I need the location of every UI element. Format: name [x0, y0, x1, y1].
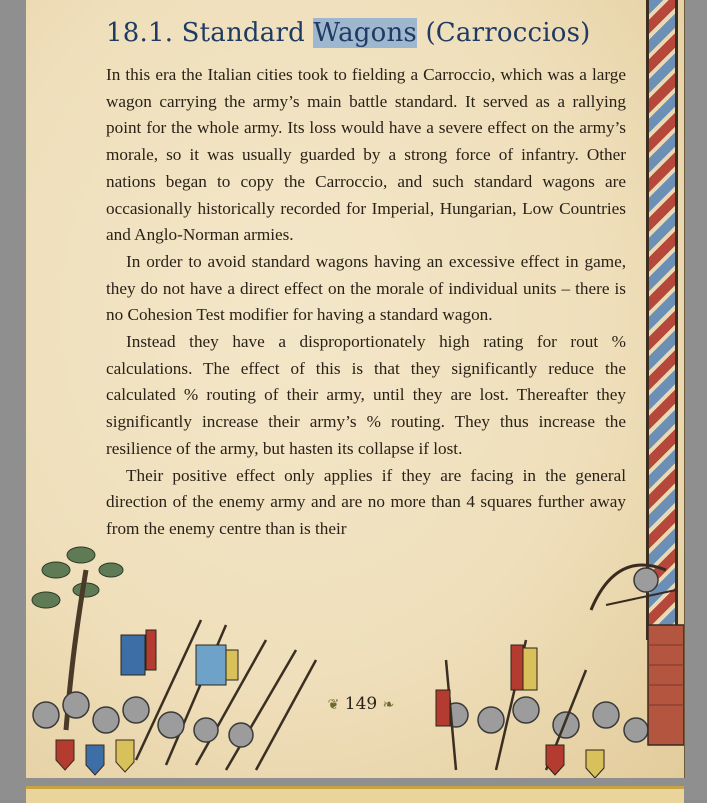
paragraph: Instead they have a disproportionately high rating for rout % calculations. The effect of this is that they significantly reduce the calculated % routing of their army, until they are lost. Thereafter they significantly increase their army’s % routing. They thus increase the resilience of the army, but hasten its collapse if lost. [106, 332, 626, 458]
paragraph: In order to avoid standard wagons having an excessive effect in game, they do not have a direct effect on the morale of individual units – there is no Cohesion Test modifier for having a standard wagon. [106, 251, 626, 325]
page-number-text: 149 [344, 694, 378, 714]
body-text [106, 62, 626, 543]
selected-text-highlight[interactable]: Wagons [313, 18, 417, 48]
title-word: Standard [181, 18, 305, 48]
section-heading [106, 18, 590, 48]
leaf-ornament-icon: ❦ [327, 697, 340, 713]
paragraph: In this era the Italian cities took to fielding a Carroccio, which was a large wagon carrying the army’s main battle standard. It served as a rallying point for the whole army. Its loss would have a severe effect on the army’s morale, so it was usually guarded by a strong force of infantry. Other nations began to copy the Carroccio, and such standard wagons are occasionally historically recorded for Imperial, Hungarian, Low Countries and Anglo-Norman armies. [106, 65, 626, 245]
section-number: 18.1. [106, 18, 174, 48]
next-page-edge [26, 786, 684, 803]
medieval-battle-illustration [26, 530, 684, 778]
leaf-ornament-icon: ❧ [382, 697, 395, 713]
book-page [26, 0, 685, 778]
paragraph: Their positive effect only applies if they are facing in the general direction of the enemy army and are no more than 4 squares further away from the enemy centre than is their [106, 465, 626, 538]
title-subtitle: (Carroccios) [425, 18, 591, 48]
page-number [316, 694, 406, 714]
